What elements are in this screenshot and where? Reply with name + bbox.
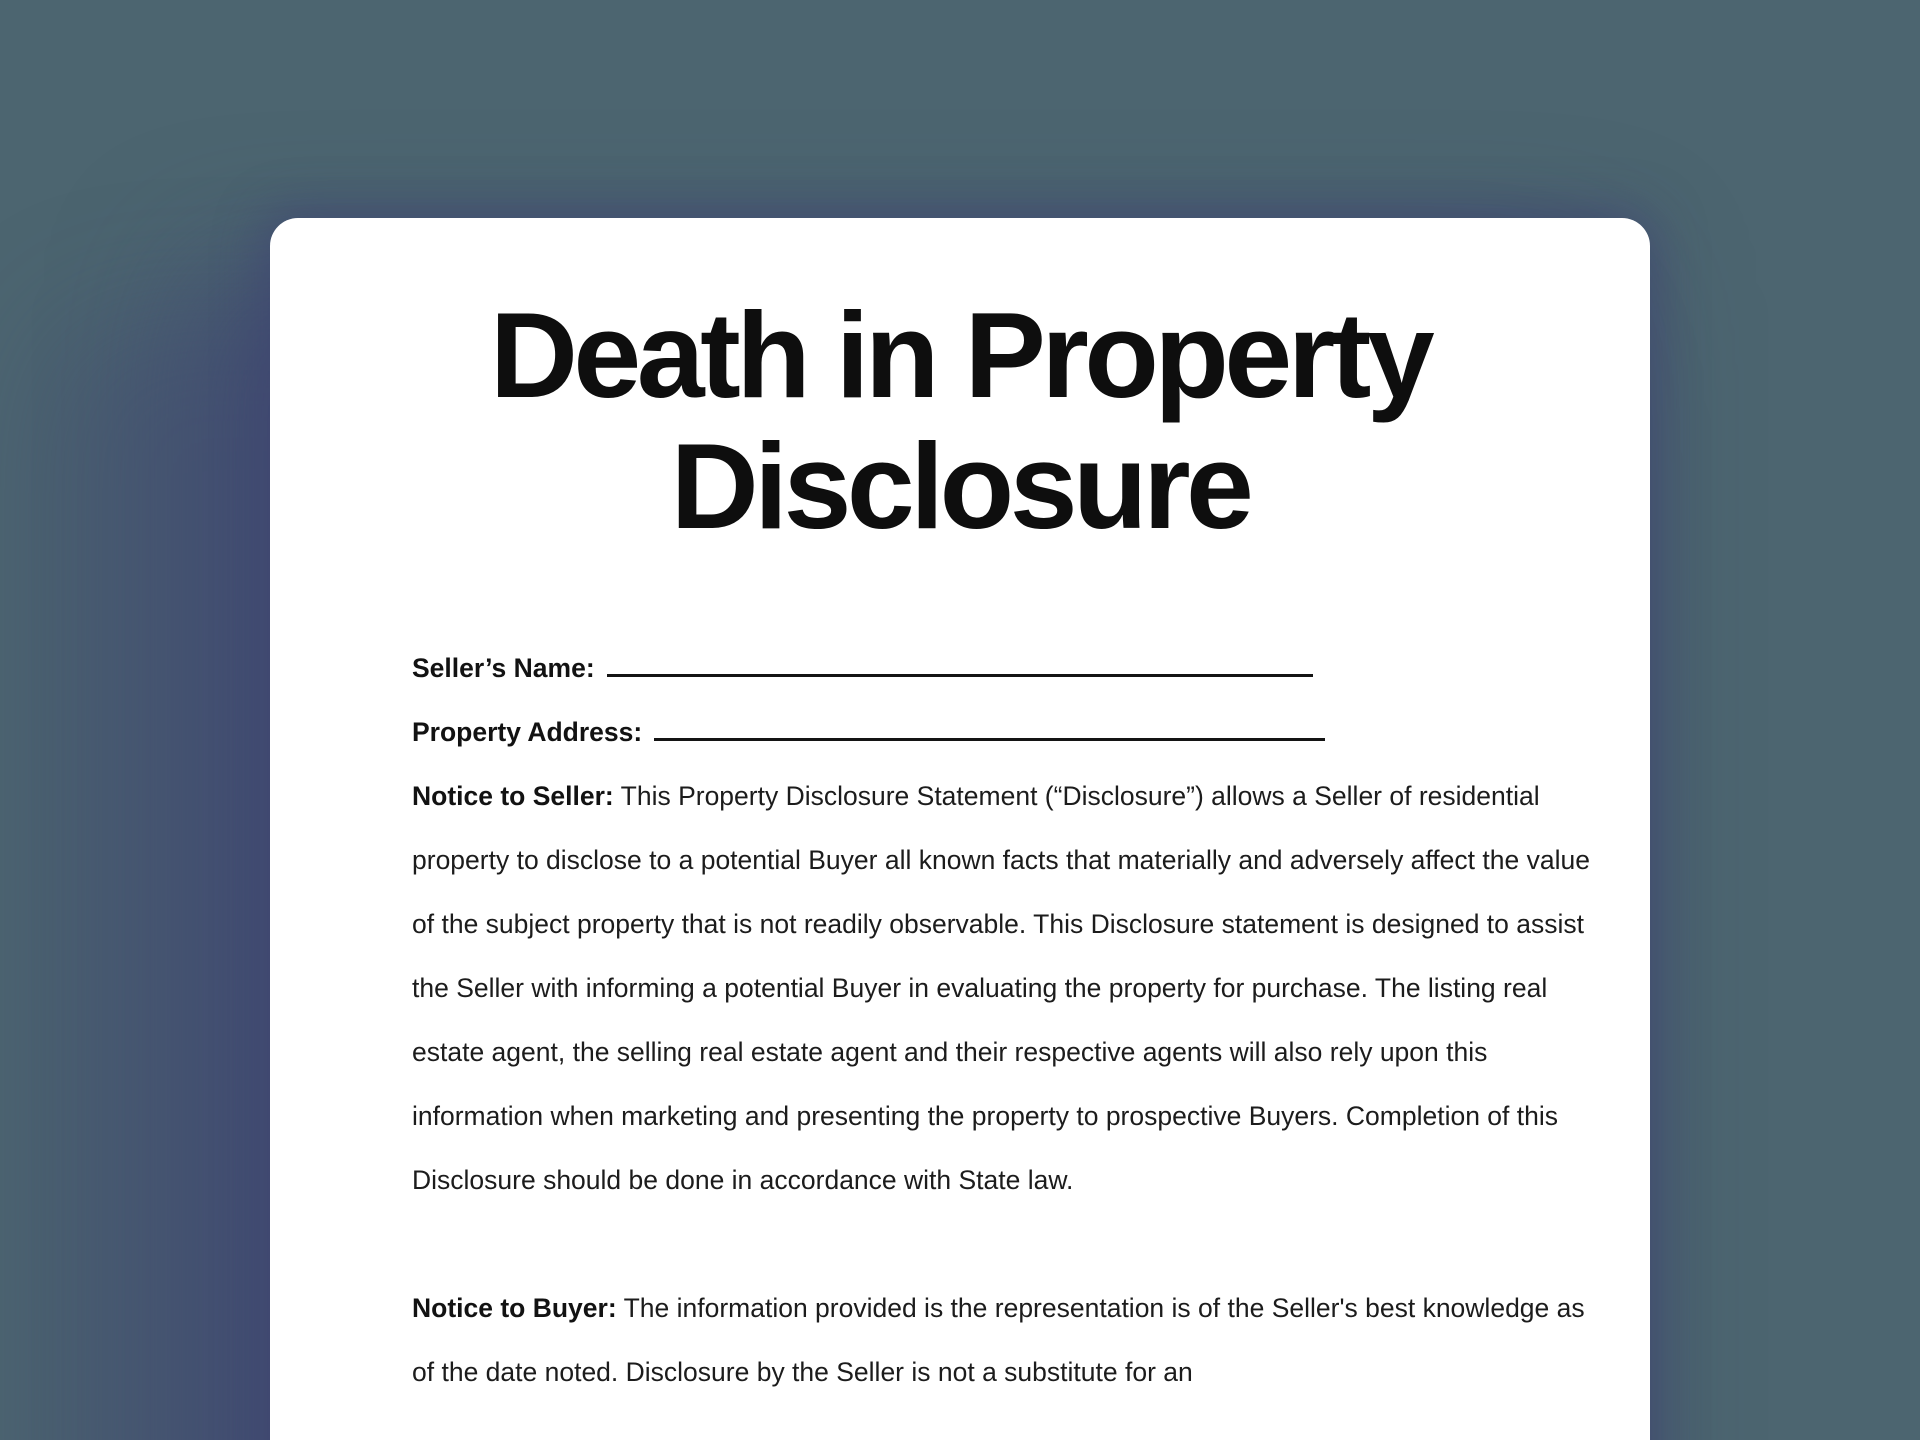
notice-to-seller-text: This Property Disclosure Statement (“Disclosure”) allows a Seller of residential property to disclose to a potential Buyer all known facts that materially and adversely affect the value of the subject property that is not readily observable. This Disclosure statement is designed to assist the Seller with informing a potential Buyer in evaluating the property for purchase. The listing real estate agent, the selling real estate agent and their respective agents will also rely upon this information when marketing and presenting the property to prospective Buyers. Completion of this Disclosure should be done in accordance with State law. [412,781,1590,1195]
notice-to-buyer-label: Notice to Buyer: [412,1293,617,1323]
property-address-label: Property Address: [412,717,643,747]
document-card [270,218,1650,1440]
property-address-field [412,700,1592,764]
notice-to-seller-label: Notice to Seller: [412,781,614,811]
document-title: Death in Property Disclosure [489,287,1431,554]
seller-name-label: Seller’s Name: [412,653,595,683]
notice-to-buyer-paragraph [412,1276,1592,1404]
property-address-blank-line [654,717,1325,741]
notice-to-buyer-text: The information provided is the representation is of the Seller's best knowledge as of the date noted. Disclosure by the Seller is not a substitute for an [412,1293,1585,1387]
seller-name-field [412,636,1592,700]
notice-to-seller-paragraph [412,764,1592,1212]
document-body [412,636,1592,1404]
seller-name-blank-line [607,653,1313,677]
